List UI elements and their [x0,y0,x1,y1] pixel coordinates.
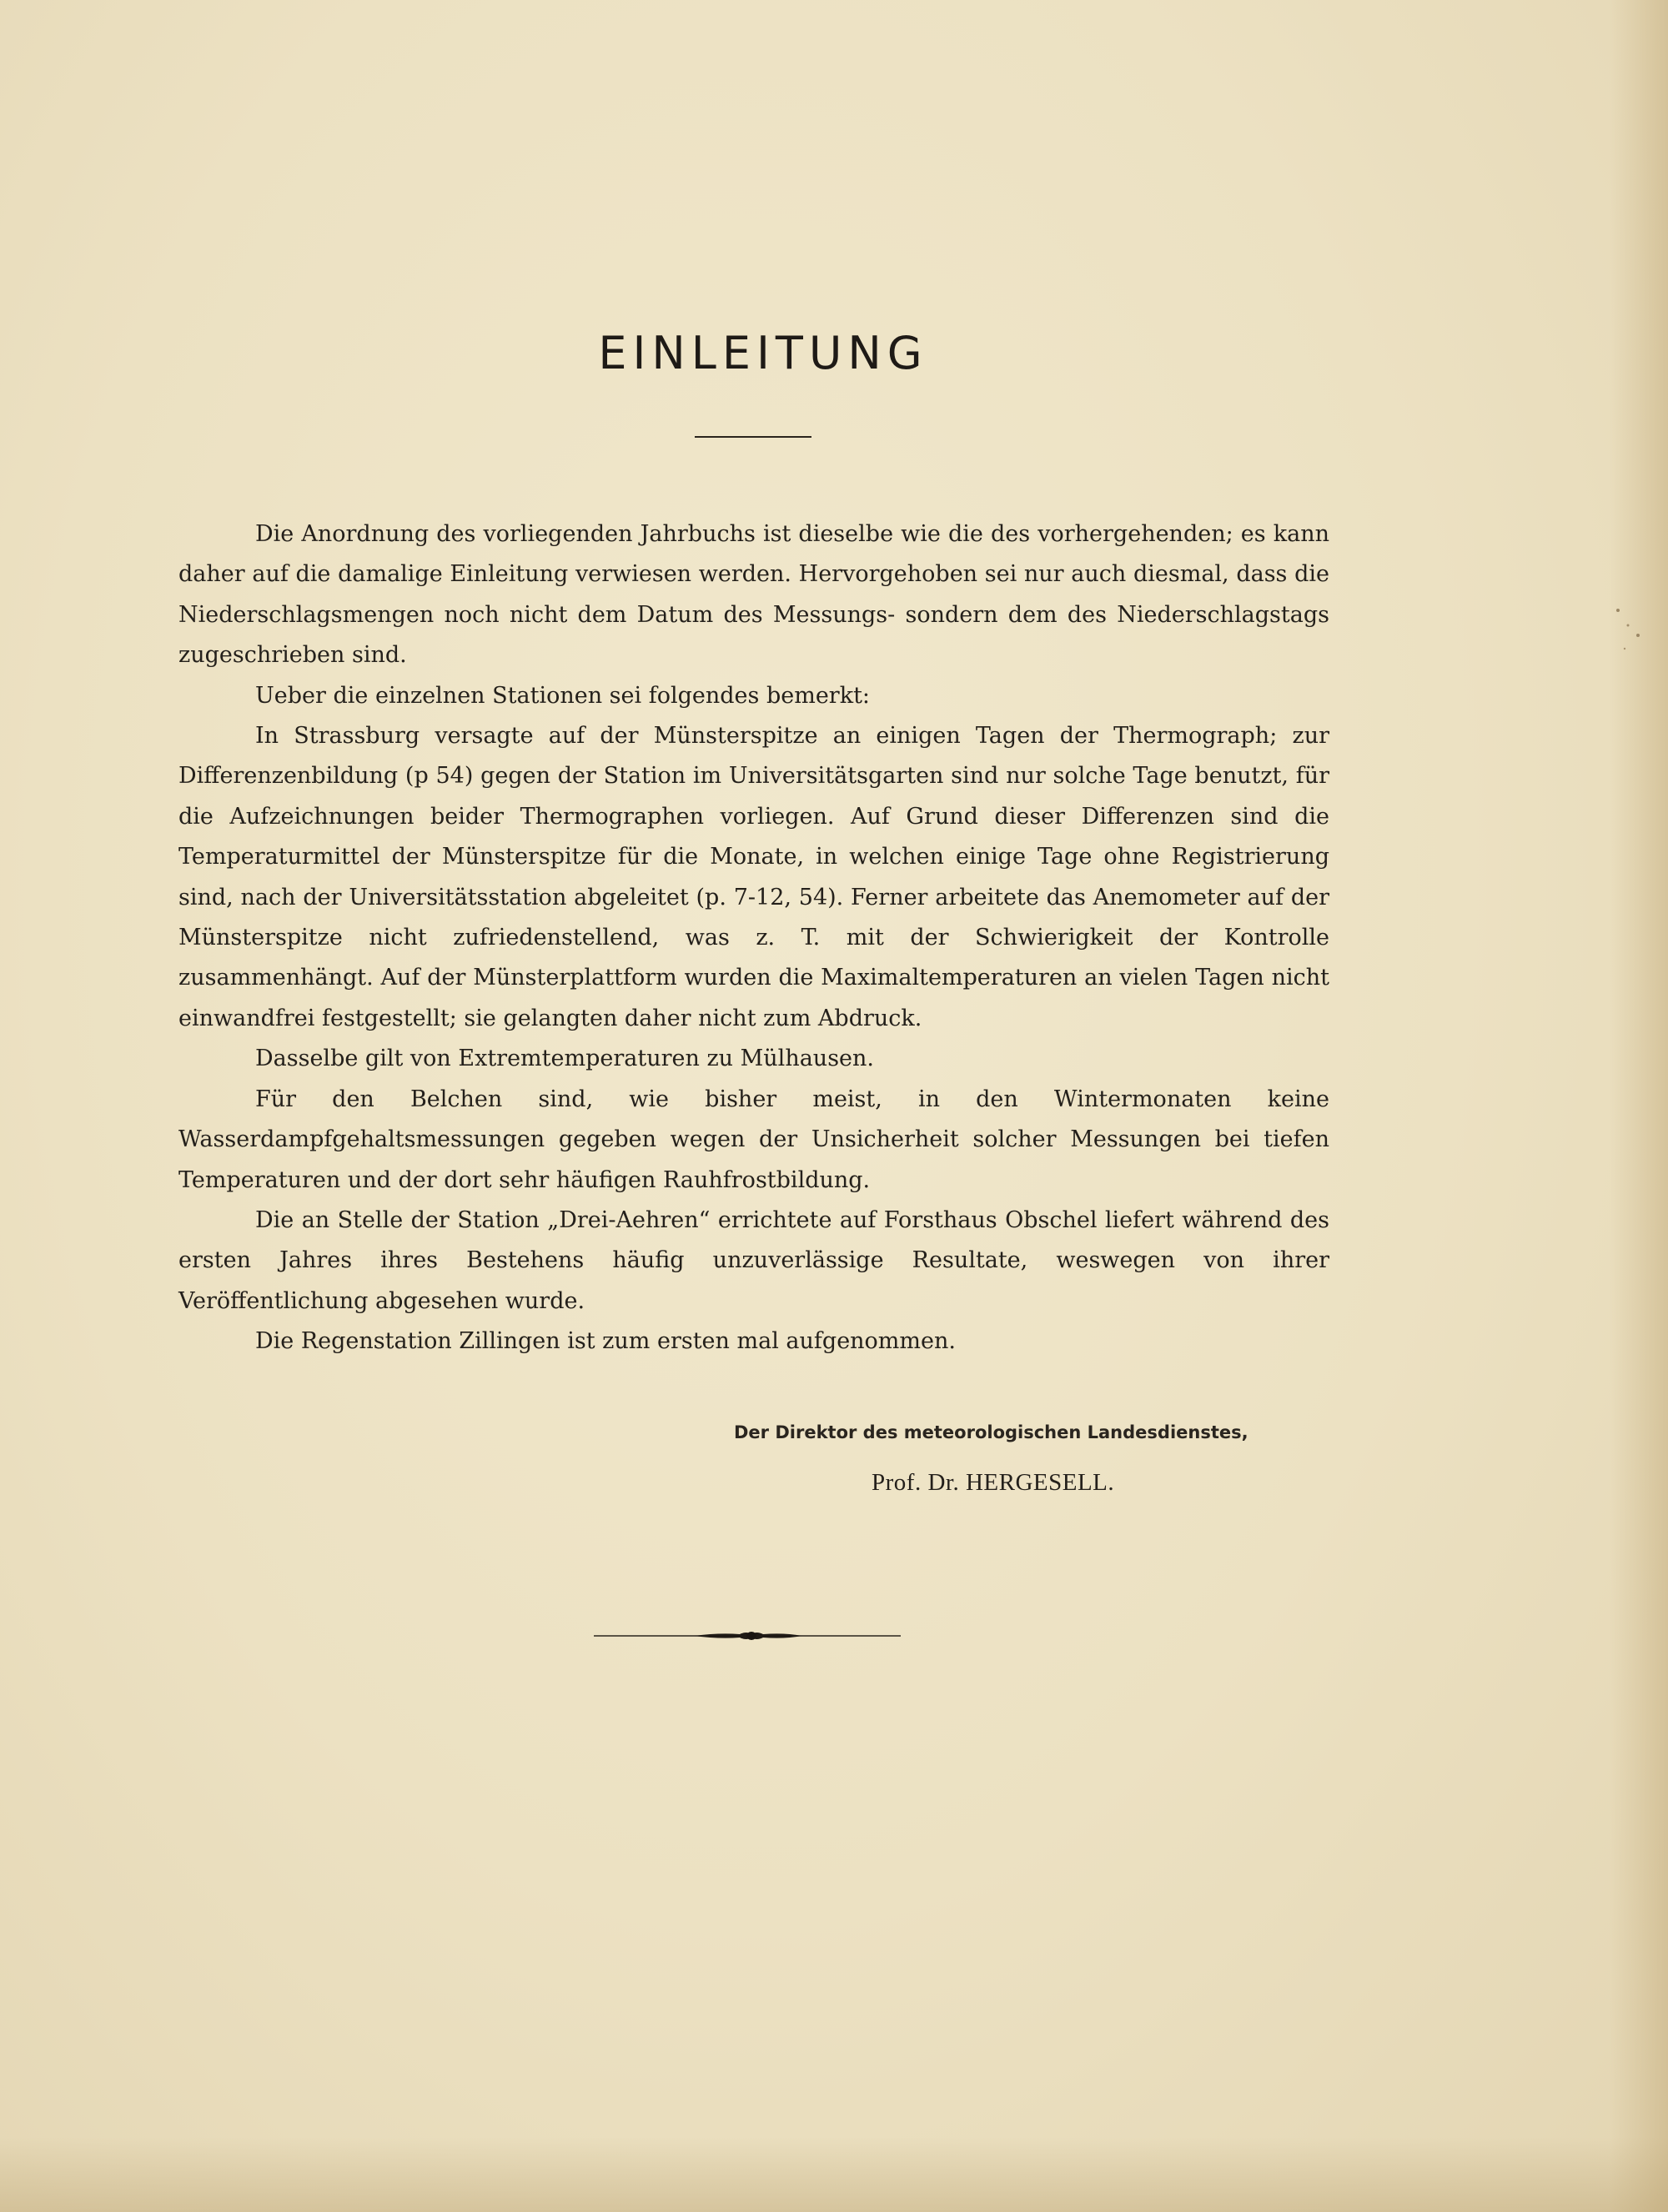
signature-name: Prof. Dr. HERGESELL. [872,1469,1115,1496]
paper-edge-shading [1610,0,1668,2212]
paragraph: In Strassburg versagte auf der Münsterspitze an einigen Tagen der Thermograph; zur Differenzenbildung (p 54) gegen der Station im Universitätsgarten sind nur solche Tage benutzt, für die Aufzeichnungen beider Thermographen vorliegen. Auf Grund dieser Differenzen sind die Temperaturmittel der Münsterspitze für die Monate, in welchen einige Tage ohne Registrierung sind, nach der Universitätsstation abgeleitet (p. 7-12, 54). Ferner arbeitete das Anemometer auf der Münsterspitze nicht zufriedenstellend, was z. T. mit der Schwierigkeit der Kontrolle zusammenhängt. Auf der Münsterplattform wurden die Maximaltemperaturen an vielen Tagen nicht einwandfrei festgestellt; sie gelangten daher nicht zum Abdruck. [178,723,1329,1031]
paragraph: Die Anordnung des vorliegenden Jahrbuchs ist dieselbe wie die des vorhergehenden; es kann daher auf die damalige Einleitung verwiesen werden. Hervorgehoben sei nur auch diesmal, dass die Niederschlagsmengen noch nicht dem Datum des Messungs- sondern dem des Niederschlagstags zugeschrieben sind. [178,521,1329,669]
paragraph: Die an Stelle der Station „Drei-Aehren“ errichtete auf Forsthaus Obschel liefert während des ersten Jahres ihres Bestehens häufig unzuverlässige Resultate, weswegen von ihrer Veröffentlichung abgesehen wurde. [178,1206,1329,1314]
signature-office: Der Direktor des meteorologischen Landesdienstes, [734,1422,1248,1442]
paragraph: Dasselbe gilt von Extremtemperaturen zu Mülhausen. [255,1046,874,1072]
paragraph: Für den Belchen sind, wie bisher meist, in den Wintermonaten keine Wasserdampfgehaltsmessungen gegeben wegen der Unsicherheit solcher Messungen bei tiefen Temperaturen und der dort sehr häufigen Rauhfrostbildung. [178,1086,1329,1193]
ornamental-divider-icon [594,1626,901,1646]
paper-bottom-shading [0,2137,1668,2212]
title-rule [695,436,811,438]
body-text [178,514,1329,1362]
paragraph: Die Regenstation Zillingen ist zum ersten mal aufgenommen. [255,1328,956,1355]
paper-speck-marks [1610,600,1651,667]
paragraph: Ueber die einzelnen Stationen sei folgendes bemerkt: [255,682,871,709]
page-title: EINLEITUNG [598,327,928,379]
